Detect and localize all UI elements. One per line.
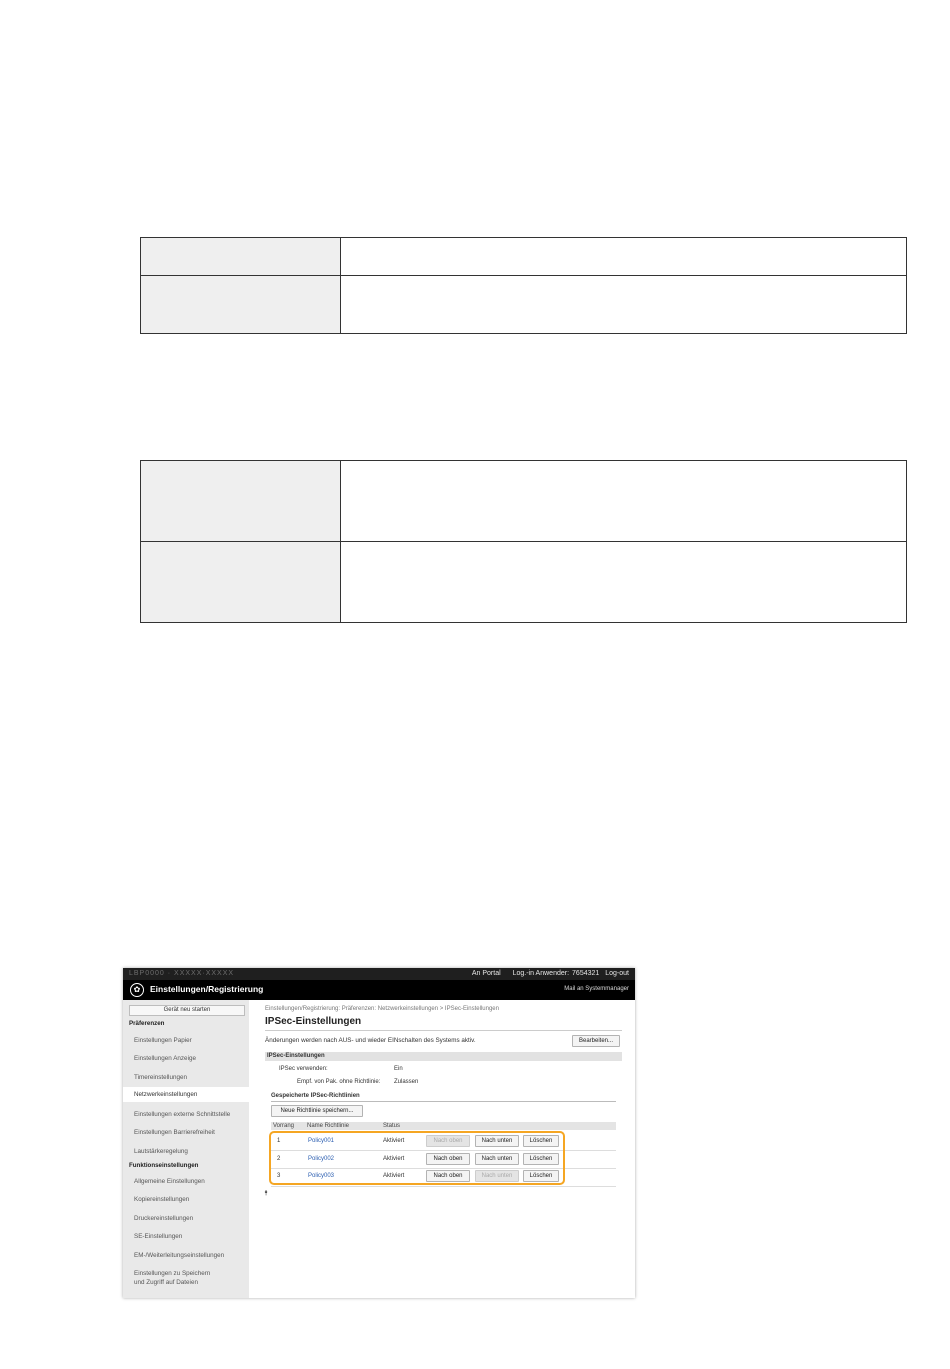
top-bar: [123, 968, 635, 980]
move-up-button[interactable]: Nach oben: [426, 1170, 470, 1182]
receive-value: Zulassen: [394, 1079, 419, 1085]
policy-rows-highlight: [269, 1131, 565, 1185]
sidebar-heading-function: Funktionseinstellungen: [129, 1162, 199, 1169]
sidebar-item-display[interactable]: Einstellungen Anzeige: [134, 1055, 196, 1062]
table-key-cell: [141, 238, 341, 276]
device-name: LBP0000 · XXXXX·XXXXX: [129, 970, 235, 977]
move-up-button[interactable]: Nach oben: [426, 1135, 470, 1147]
policy-name-link[interactable]: Policy003: [308, 1173, 335, 1179]
logged-in-label: Log.-in Anwender:: [512, 970, 570, 977]
policy-priority: 2: [277, 1156, 281, 1162]
edit-button[interactable]: Bearbeiten...: [572, 1035, 620, 1047]
move-down-button[interactable]: Nach unten: [475, 1170, 519, 1182]
page-title: IPSec-Einstellungen: [265, 1016, 362, 1027]
policy-priority: 3: [277, 1173, 281, 1179]
sidebar-item-printer[interactable]: Druckereinstellungen: [134, 1215, 194, 1222]
table-value-cell: [341, 238, 907, 276]
settings-logo-icon: ✿: [130, 983, 144, 997]
title-bar: [123, 980, 635, 1000]
policies-divider: [271, 1101, 616, 1102]
sidebar: [123, 1000, 249, 1298]
restart-device-button[interactable]: Gerät neu starten: [129, 1005, 245, 1016]
remote-ui-screenshot: [123, 968, 635, 1298]
user-id: 7654321: [572, 970, 600, 977]
top-links: [462, 968, 629, 980]
delete-button[interactable]: Löschen: [523, 1153, 559, 1165]
use-ipsec-value: Ein: [394, 1066, 403, 1072]
sidebar-item-receive-forward[interactable]: EM-/Weiterleitungseinstellungen: [134, 1252, 225, 1259]
sidebar-item-store-access[interactable]: Einstellungen zu Speichern: [134, 1270, 211, 1277]
portal-link[interactable]: An Portal: [471, 970, 501, 977]
mail-admin-link[interactable]: Mail an Systemmanager: [564, 986, 629, 992]
sidebar-item-paper[interactable]: Einstellungen Papier: [134, 1037, 192, 1044]
table-key-cell: [141, 542, 341, 623]
restart-note: Änderungen werden nach AUS- und wieder EINschalten des Systems aktiv.: [265, 1037, 476, 1044]
table-value-cell: [341, 276, 907, 334]
sidebar-item-timer[interactable]: Timereinstellungen: [134, 1074, 187, 1081]
table-key-cell: [141, 461, 341, 542]
table-value-cell: [341, 542, 907, 623]
breadcrumb: Einstellungen/Registrierung: Präferenzen: Netzwerkeinstellungen > IPSec-Einstellungen: [265, 1006, 499, 1012]
app-title: Einstellungen/Registrierung: [150, 984, 264, 994]
sidebar-item-copy[interactable]: Kopiereinstellungen: [134, 1196, 190, 1203]
column-priority: Vorrang: [273, 1123, 295, 1129]
policy-name-link[interactable]: Policy002: [308, 1156, 335, 1162]
move-down-button[interactable]: Nach unten: [475, 1153, 519, 1165]
sidebar-heading-preferences: Präferenzen: [129, 1020, 165, 1027]
move-down-button[interactable]: Nach unten: [475, 1135, 519, 1147]
policy-status: Aktiviert: [383, 1173, 405, 1179]
back-to-top-icon[interactable]: ⯭: [264, 1190, 269, 1197]
sidebar-item-network[interactable]: Netzwerkeinstellungen: [123, 1087, 249, 1102]
receive-label: Empf. von Pak. ohne Richtlinie:: [297, 1079, 381, 1085]
row-divider: [271, 1186, 616, 1187]
logout-link[interactable]: Log-out: [605, 970, 629, 977]
main-content: [249, 1000, 635, 1298]
move-up-button[interactable]: Nach oben: [426, 1153, 470, 1165]
sidebar-item-accessibility[interactable]: Einstellungen Barrierefreiheit: [134, 1129, 215, 1136]
policy-status: Aktiviert: [383, 1156, 405, 1162]
delete-button[interactable]: Löschen: [523, 1135, 559, 1147]
sidebar-item-send[interactable]: SE-Einstellungen: [134, 1233, 183, 1240]
settings-table-1: [140, 237, 907, 334]
table-value-cell: [341, 461, 907, 542]
policy-priority: 1: [277, 1138, 281, 1144]
sidebar-item-external-interface[interactable]: Einstellungen externe Schnittstelle: [134, 1111, 231, 1118]
column-status: Status: [383, 1123, 401, 1129]
sidebar-item-general[interactable]: Allgemeine Einstellungen: [134, 1178, 205, 1185]
title-divider: [265, 1030, 622, 1031]
sidebar-item-volume[interactable]: Lautstärkeregelung: [134, 1148, 188, 1155]
sidebar-item-store-access-cont: und Zugriff auf Dateien: [134, 1279, 198, 1286]
section-header-ipsec: IPSec-Einstellungen: [265, 1052, 622, 1061]
policy-status: Aktiviert: [383, 1138, 405, 1144]
new-policy-button[interactable]: Neue Richtlinie speichern...: [271, 1105, 363, 1117]
policy-name-link[interactable]: Policy001: [308, 1138, 335, 1144]
table-key-cell: [141, 276, 341, 334]
delete-button[interactable]: Löschen: [523, 1170, 559, 1182]
use-ipsec-label: IPSec verwenden:: [279, 1066, 328, 1072]
settings-table-2: [140, 460, 907, 623]
policies-heading: Gespeicherte IPSec-Richtlinien: [271, 1093, 360, 1099]
column-policy-name: Name Richtlinie: [307, 1123, 350, 1129]
